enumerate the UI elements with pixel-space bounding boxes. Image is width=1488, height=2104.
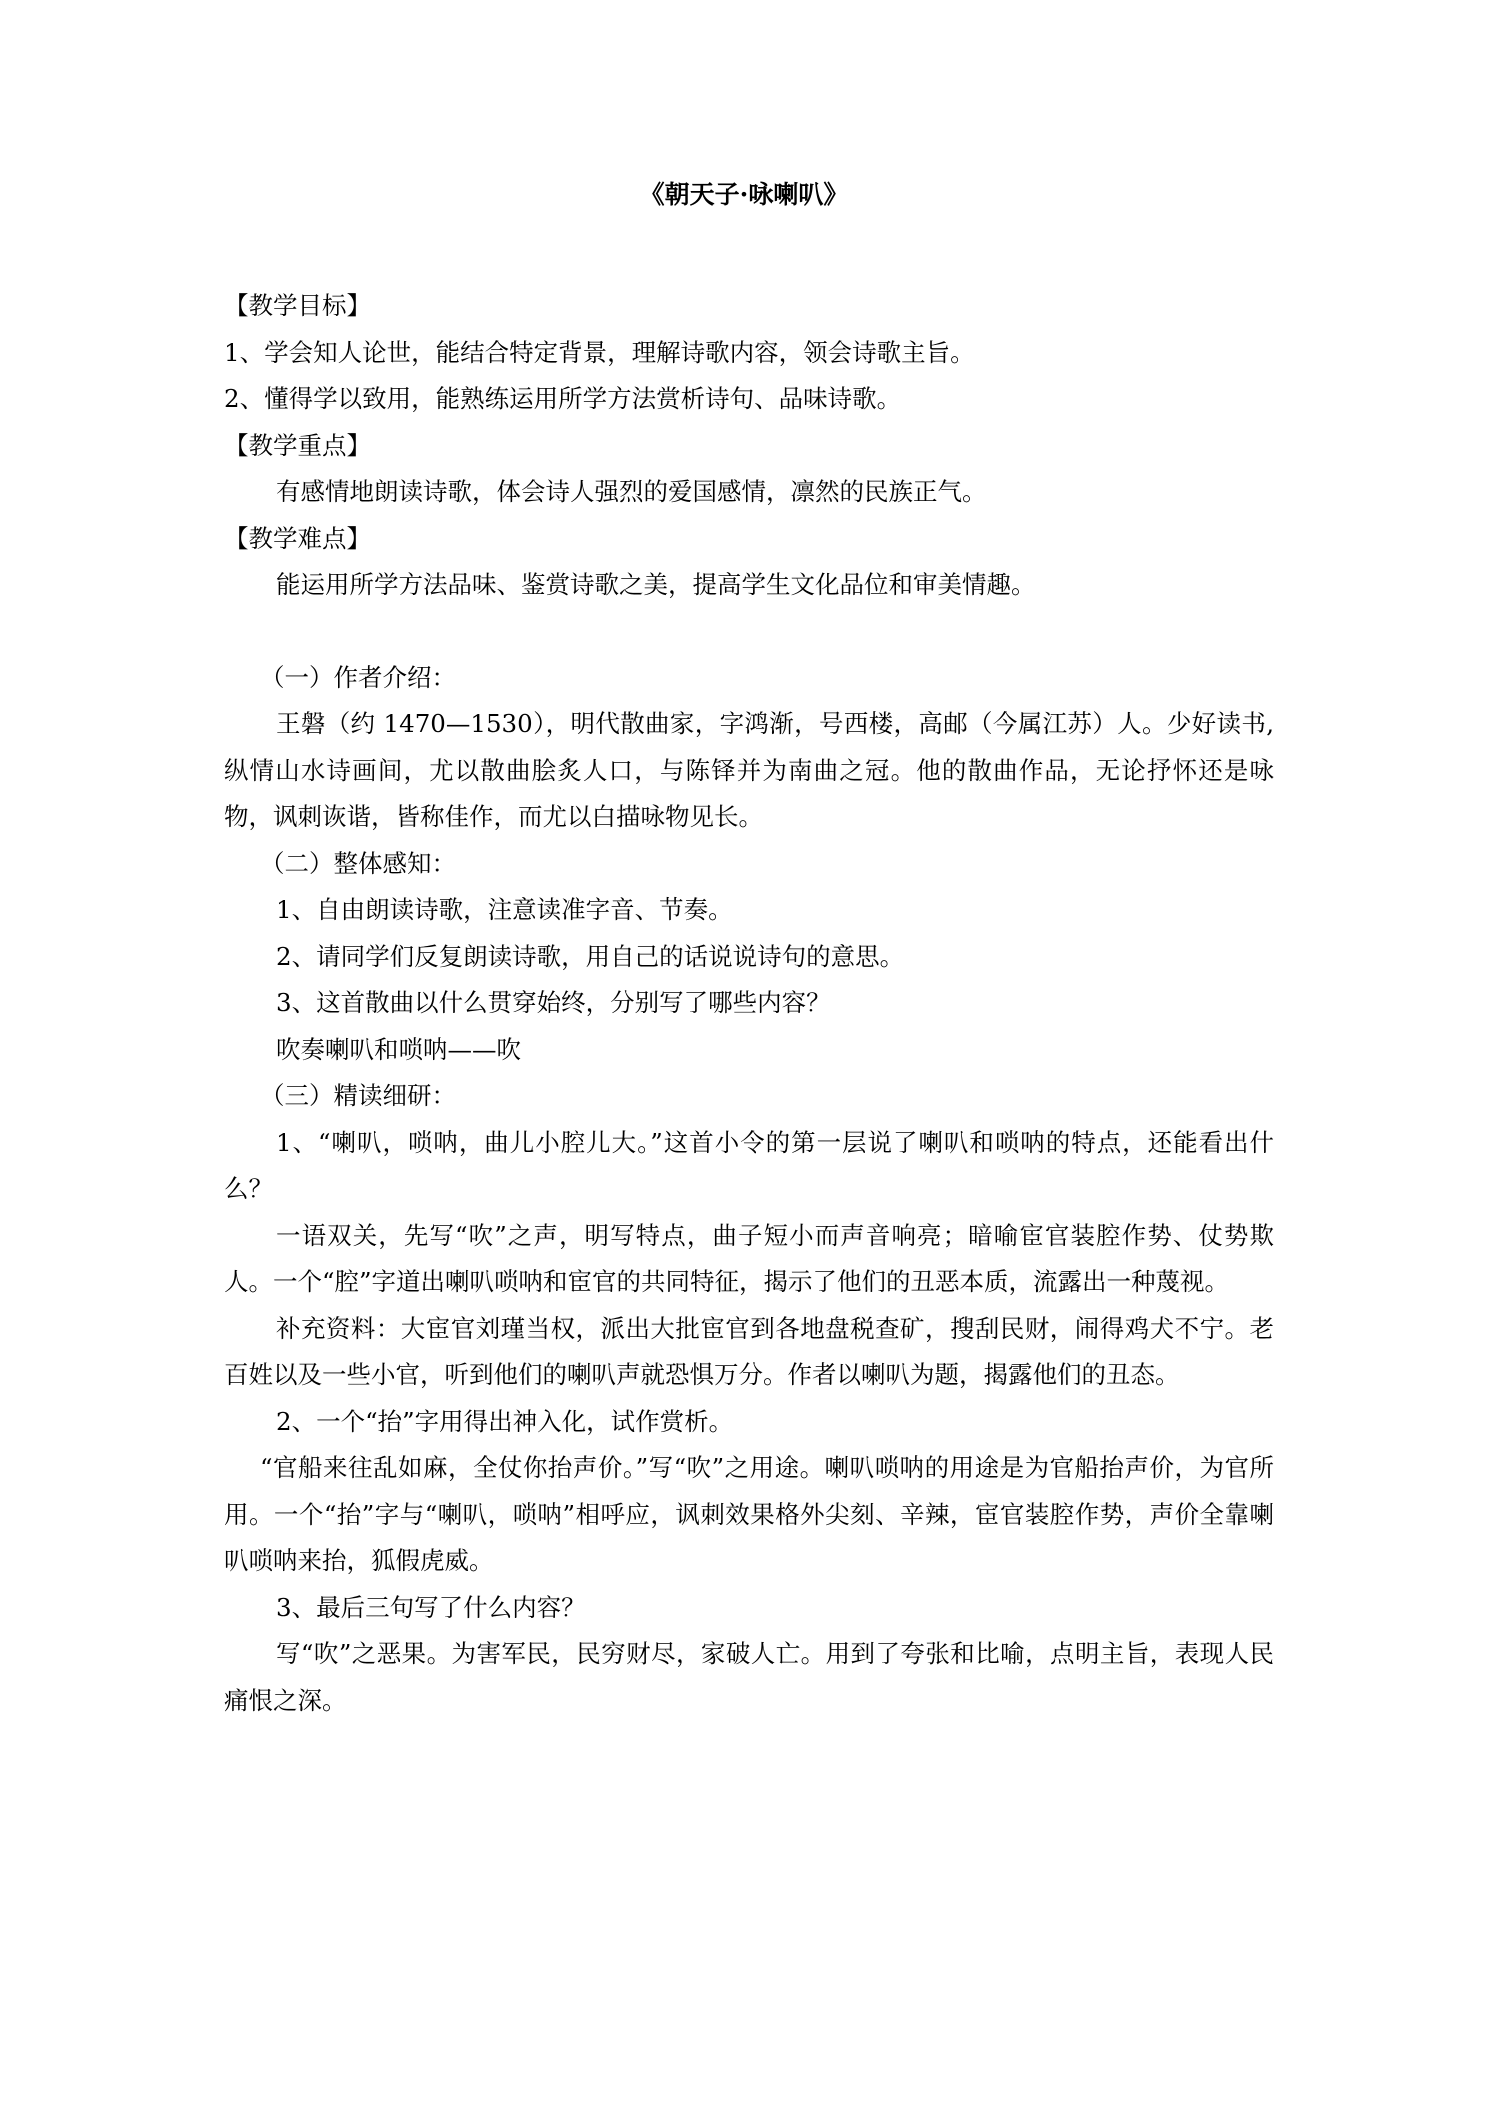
section3-supplement: 补充资料：大宦官刘瑾当权，派出大批宦官到各地盘税查矿，搜刮民财，闹得鸡犬不宁。老百姓以及一些小官，听到他们的喇叭声就恐惧万分。作者以喇叭为题，揭露他们的丑态。 [224,1313,1274,1389]
document-body [224,283,1274,1724]
section1-text: 王磐（约 1470—1530），明代散曲家，字鸿渐，号西楼，高邮（今属江苏）人。少好读书,纵情山水诗画间，尤以散曲脍炙人口，与陈铎并为南曲之冠。他的散曲作品，无论抒怀还是咏物，讽刺诙谐，皆称佳作，而尤以白描咏物见长。 [224,709,1274,831]
section3-question-2: 2、一个“抬”字用得出神入化，试作赏析。 [276,1406,734,1436]
key-points-text: 有感情地朗读诗歌，体会诗人强烈的爱国感情，凛然的民族正气。 [276,477,987,506]
spacer [224,609,1274,655]
section3-answer-2: “官船来往乱如麻，全仗你抬声价。”写“吹”之用途。喇叭唢呐的用途是为官船抬声价，为官所用。一个“抬”字与“喇叭，唢呐”相呼应，讽刺效果格外尖刻、辛辣，宦官装腔作势，声价全靠喇叭唢呐来抬，狐假虎威。 [224,1453,1274,1575]
objectives-heading: 【教学目标】 [224,291,371,320]
section3-answer-1: 一语双关，先写“吹”之声，明写特点，曲子短小而声音响亮；暗喻宦官装腔作势、仗势欺人。一个“腔”字道出喇叭唢呐和宦官的共同特征，揭示了他们的丑恶本质，流露出一种蔑视。 [224,1220,1274,1296]
section1-heading: （一）作者介绍： [260,662,456,692]
objective-item: 1、学会知人论世，能结合特定背景，理解诗歌内容，领会诗歌主旨。 [224,337,975,367]
section3-question-1: 1、“喇叭，唢呐，曲儿小腔儿大。”这首小令的第一层说了喇叭和唢呐的特点，还能看出什么？ [224,1127,1274,1203]
section3-answer-3: 写“吹”之恶果。为害军民，民穷财尽，家破人亡。用到了夸张和比喻，点明主旨，表现人民痛恨之深。 [224,1639,1274,1715]
section2-item: 1、自由朗读诗歌，注意读准字音、节奏。 [276,895,733,924]
section3-heading: （三）精读细研： [260,1081,456,1110]
key-points-heading: 【教学重点】 [224,430,371,460]
section2-item: 吹奏喇叭和唢呐——吹 [276,1034,521,1064]
section2-heading: （二）整体感知： [260,848,456,878]
objective-item: 2、懂得学以致用，能熟练运用所学方法赏析诗句、品味诗歌。 [224,384,902,413]
document-title: 《朝天子·咏喇叭》 [639,180,849,209]
section2-item: 3、这首散曲以什么贯穿始终，分别写了哪些内容？ [276,988,831,1017]
section2-item: 2、请同学们反复朗读诗歌，用自己的话说说诗句的意思。 [276,941,905,971]
difficulties-text: 能运用所学方法品味、鉴赏诗歌之美，提高学生文化品位和审美情趣。 [276,570,1036,599]
difficulties-heading: 【教学难点】 [224,523,371,553]
section3-question-3: 3、最后三句写了什么内容？ [276,1592,586,1622]
